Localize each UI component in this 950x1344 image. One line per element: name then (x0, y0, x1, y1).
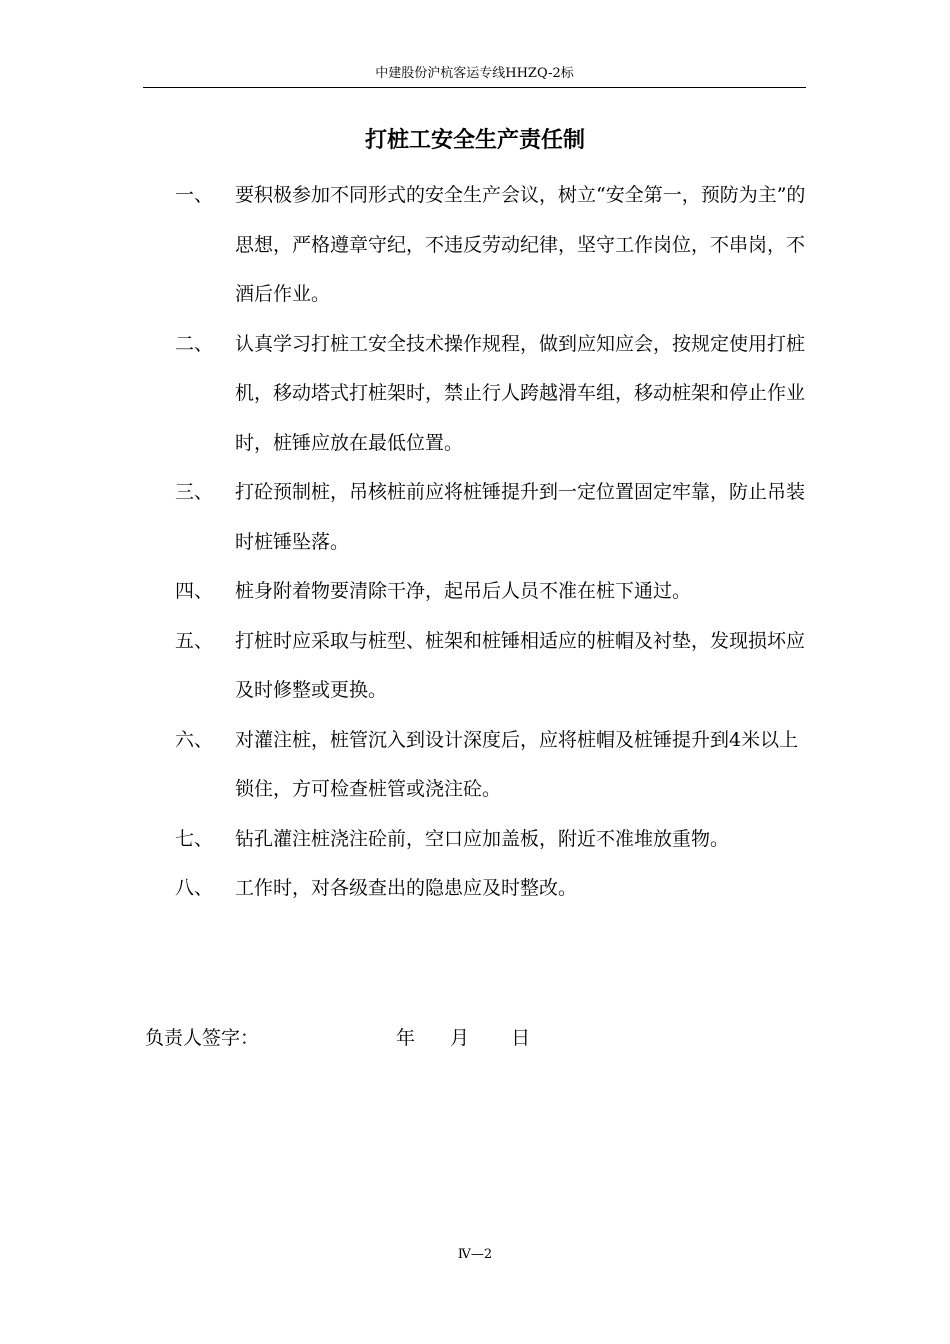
signature-label: 负责人签字： (145, 1027, 260, 1049)
date-month: 月 (450, 1027, 470, 1049)
clause-text: 钻孔灌注桩浇注砼前，空口应加盖板，附近不准堆放重物。 (235, 827, 730, 850)
clause-number: 七、 (175, 827, 214, 850)
clause-item (175, 864, 815, 914)
clause-number: 八、 (175, 877, 214, 899)
clause-list (175, 171, 815, 914)
clause-item (175, 567, 815, 617)
date-year: 年 (396, 1027, 416, 1049)
clause-text: 认真学习打桩工安全技术操作规程，做到应知应会，按规定使用打桩机，移动塔式打桩架时，禁止行人跨越滑车组，移动桩架和停止作业时，桩锤应放在最低位置。 (235, 332, 806, 454)
clause-text: 要积极参加不同形式的安全生产会议，树立“安全第一，预防为主”的思想，严格遵章守纪，不违反劳动纪律，坚守工作岗位，不串岗，不酒后作业。 (235, 184, 806, 305)
clause-text: 桩身附着物要清除干净，起吊后人员不准在桩下通过。 (235, 580, 692, 602)
clause-number: 六、 (175, 728, 214, 751)
clause-text: 工作时，对各级查出的隐患应及时整改。 (235, 877, 578, 899)
clause-item (175, 171, 815, 320)
clause-text: 打砼预制桩，吊核桩前应将桩锤提升到一定位置固定牢靠，防止吊装时桩锤坠落。 (235, 481, 806, 553)
clause-number: 四、 (175, 580, 214, 602)
signature-block (145, 1023, 530, 1053)
clause-item (175, 716, 815, 815)
clause-text: 对灌注桩，桩管沉入到设计深度后，应将桩帽及桩锤提升到4米以上锁住，方可检查桩管或浇注砼。 (235, 728, 799, 800)
clause-item (175, 468, 815, 567)
header-divider (143, 87, 806, 88)
clause-number: 五、 (175, 629, 214, 652)
clause-item (175, 617, 815, 716)
page-number: Ⅳ—2 (457, 1247, 493, 1262)
date-day: 日 (511, 1027, 531, 1049)
clause-item (175, 815, 815, 865)
document-title: 打桩工安全生产责任制 (364, 128, 585, 153)
signature-date (396, 1027, 530, 1049)
clause-number: 三、 (175, 481, 214, 503)
clause-item (175, 320, 815, 469)
clause-number: 二、 (175, 332, 214, 355)
page-header: 中建股份沪杭客运专线HHZQ-2标 (375, 66, 574, 81)
clause-number: 一、 (175, 184, 214, 206)
clause-text: 打桩时应采取与桩型、桩架和桩锤相适应的桩帽及衬垫，发现损坏应及时修整或更换。 (235, 629, 806, 701)
